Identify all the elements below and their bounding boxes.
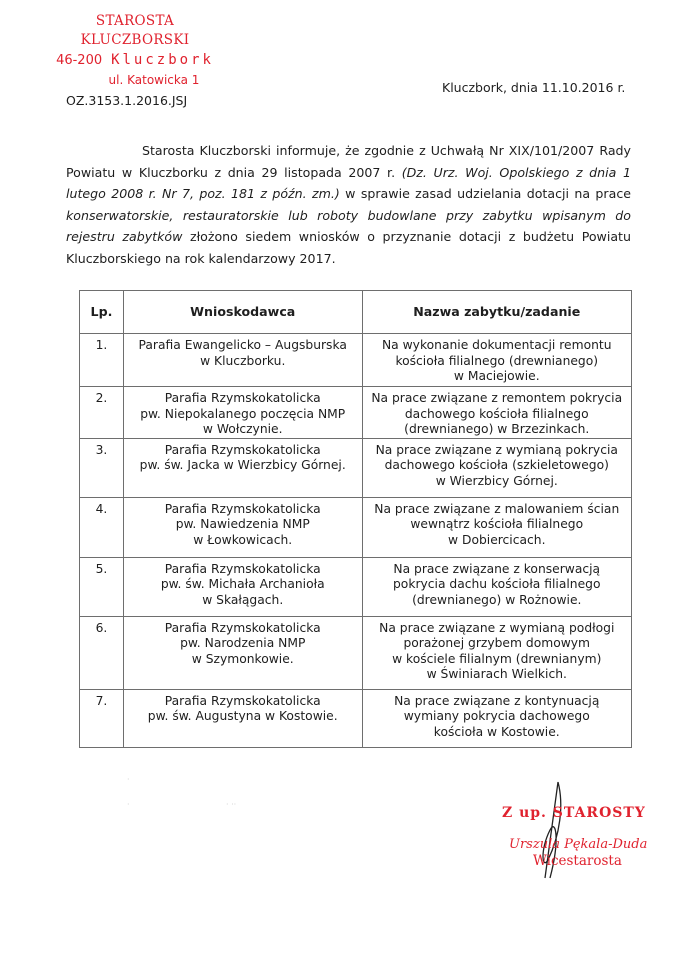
task-line: kościoła filialnego (drewnianego) (395, 353, 599, 368)
table-row (80, 689, 632, 747)
body-scope: konserwatorskie, restauratorskie lub roboty budowlane przy zabytku wpisanym do rejestru zabytków (66, 207, 631, 245)
applicant-line: pw. św. Jacka w Wierzbicy Górnej. (139, 458, 346, 472)
cell-task (362, 387, 632, 439)
cell-lp: 6. (80, 616, 124, 689)
cell-lp: 5. (80, 557, 124, 616)
task-line: Na prace związane z malowaniem ścian (374, 501, 620, 516)
stamp-street: ul. Katowicka 1 (108, 73, 200, 87)
task-line: w kościele filialnym (drewnianym) (392, 651, 602, 666)
header-stamp (40, 12, 230, 89)
table-header-row (80, 291, 632, 334)
applicant-line: Parafia Rzymskokatolicka (164, 620, 321, 635)
applicant-line: pw. Nawiedzenia NMP (175, 517, 310, 531)
stamp-postal-code: 46-200 (56, 53, 103, 68)
cell-task (362, 557, 632, 616)
task-line: Na wykonanie dokumentacji remontu (381, 338, 612, 352)
reference-number: OZ.3153.1.2016.JSJ (66, 93, 188, 108)
cell-task (362, 689, 632, 747)
scan-speck: · ·· (226, 800, 237, 809)
body-part-1: Starosta Kluczborski informuje, że zgodnie z Uchwałą Nr XIX/101/2007 Rady Powiatu w Kluczborku z dnia 29 listopada 2007 r. (66, 143, 631, 180)
signature-authority: Z up. STAROSTY (502, 805, 646, 821)
cell-applicant (123, 557, 362, 616)
stamp-city: Kluczbork (111, 52, 214, 68)
task-line: Na prace związane z konserwacją (393, 561, 601, 576)
task-line: wymiany pokrycia dachowego (403, 709, 590, 723)
task-line: w Świniarach Wielkich. (426, 667, 567, 681)
table-row (80, 334, 632, 387)
applicant-line: w Skałągach. (202, 592, 284, 607)
table-row (80, 557, 632, 616)
table-row (80, 387, 632, 439)
cell-lp: 7. (80, 689, 124, 747)
cell-lp: 4. (80, 497, 124, 557)
applicant-line: Parafia Rzymskokatolicka (164, 561, 321, 576)
body-part-3: w sprawie zasad udzielania dotacji na prace (339, 186, 631, 202)
task-line: w Maciejowie. (453, 369, 540, 383)
task-line: Na prace związane z kontynuacją (394, 693, 600, 708)
task-line: Na prace związane z remontem pokrycia (371, 391, 623, 405)
applicant-line: pw. św. Michała Archanioła (160, 577, 325, 591)
applicant-line: Parafia Rzymskokatolicka (164, 442, 321, 457)
applicant-line: pw. św. Augustyna w Kostowie. (147, 709, 338, 723)
table-row (80, 616, 632, 689)
task-line: Na prace związane z wymianą pokrycia (375, 442, 618, 457)
table-body (80, 334, 632, 748)
task-line: porażonej grzybem domowym (403, 636, 591, 650)
task-line: (drewnianego) w Rożnowie. (412, 592, 582, 607)
applicant-line: w Wołczynie. (202, 422, 283, 436)
header-task: Nazwa zabytku/zadanie (362, 291, 632, 334)
cell-applicant (123, 438, 362, 497)
cell-task (362, 616, 632, 689)
cell-applicant (123, 387, 362, 439)
cell-applicant (123, 689, 362, 747)
cell-applicant (123, 616, 362, 689)
body-part-5: złożono siedem wniosków o przyznanie dotacji z budżetu Powiatu Kluczborskiego na rok kalendarzowy 2017. (66, 229, 631, 266)
task-line: dachowego kościoła filialnego (404, 406, 589, 421)
task-line: pokrycia dachu kościoła filialnego (393, 577, 601, 591)
applicant-line: Parafia Rzymskokatolicka (164, 693, 321, 708)
applicant-line: pw. Niepokalanego poczęcia NMP (140, 406, 346, 421)
signatory-title: Wicestarosta (533, 853, 622, 869)
applicant-line: Parafia Rzymskokatolicka (164, 501, 321, 516)
applicant-line: pw. Narodzenia NMP (180, 636, 306, 650)
scan-speck: · (127, 800, 130, 809)
task-line: w Dobiercicach. (448, 532, 546, 547)
body-paragraph (66, 140, 631, 270)
cell-task (362, 438, 632, 497)
applications-table (79, 290, 632, 748)
cell-applicant (123, 334, 362, 387)
signatory-name: Urszula Pękala-Duda (509, 837, 648, 852)
scan-speck: · (127, 775, 130, 784)
cell-lp: 3. (80, 438, 124, 497)
task-line: wewnątrz kościoła filialnego (410, 517, 584, 531)
applicant-line: Parafia Ewangelicko – Augsburska (138, 338, 347, 352)
header-lp: Lp. (80, 291, 124, 334)
applicant-line: w Łowkowicach. (193, 532, 293, 547)
applicant-line: Parafia Rzymskokatolicka (164, 391, 321, 405)
cell-applicant (123, 497, 362, 557)
table-row (80, 438, 632, 497)
task-line: kościoła w Kostowie. (433, 724, 560, 739)
task-line: dachowego kościoła (szkieletowego) (384, 458, 609, 472)
task-line: w Wierzbicy Górnej. (435, 473, 558, 488)
cell-lp: 2. (80, 387, 124, 439)
cell-task (362, 334, 632, 387)
stamp-postal-city (40, 50, 230, 71)
table-row (80, 497, 632, 557)
stamp-office-name: STAROSTA KLUCZBORSKI (80, 13, 190, 48)
cell-lp: 1. (80, 334, 124, 387)
applicant-line: w Szymonkowie. (191, 651, 294, 666)
cell-task (362, 497, 632, 557)
task-line: Na prace związane z wymianą podłogi (379, 620, 615, 635)
task-line: (drewnianego) w Brzezinkach. (404, 422, 590, 436)
applicant-line: w Kluczborku. (200, 353, 286, 368)
body-citation: (Dz. Urz. Woj. Opolskiego z dnia 1 lutego 2008 r. Nr 7, poz. 181 z późn. zm.) (66, 164, 631, 202)
document-date: Kluczbork, dnia 11.10.2016 r. (442, 80, 626, 95)
header-applicant: Wnioskodawca (123, 291, 362, 334)
